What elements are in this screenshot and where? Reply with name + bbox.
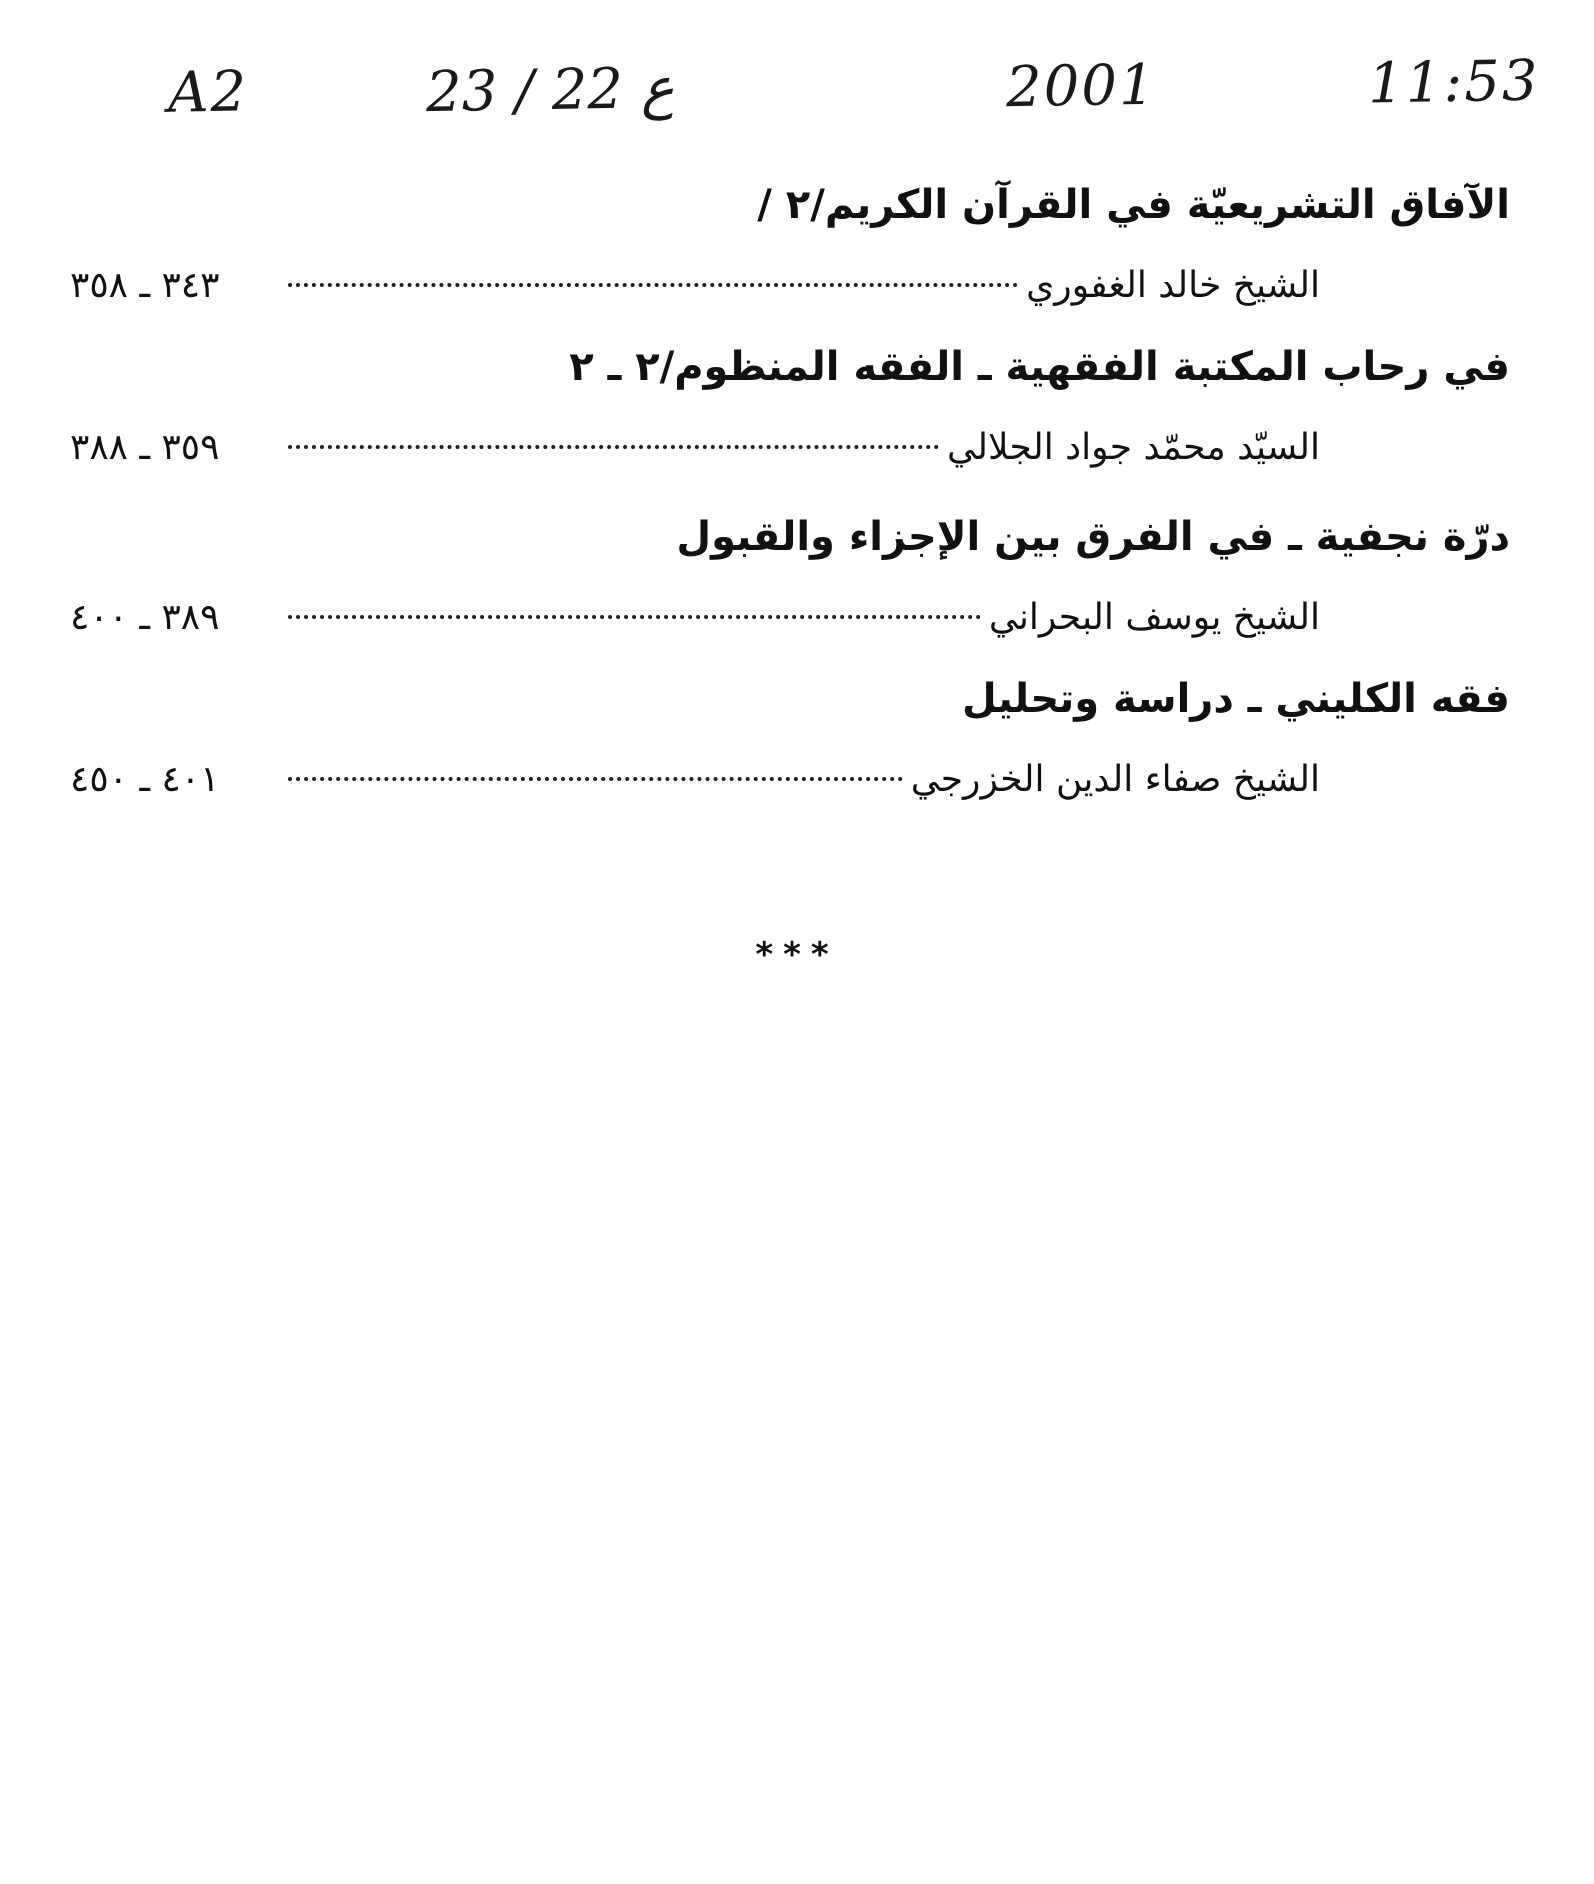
toc-entry [70,664,1510,826]
article-author: الشيخ خالد الغفوري [1026,265,1320,306]
page-range: ٣٤٣ ـ ٣٥٨ [70,265,220,306]
author-page-line [70,572,1510,664]
toc-entry [70,502,1510,664]
article-author: الشيخ صفاء الدين الخزرجي [910,759,1320,800]
article-title: الآفاق التشريعيّة في القرآن الكريم/٢ / [757,182,1510,228]
article-title: درّة نجفية ـ في الفرق بين الإجزاء والقبول [676,514,1510,560]
handwritten-note: 2001 [1005,52,1158,121]
author-page-line [70,734,1510,826]
handwritten-note: A2 [167,59,249,126]
dot-leader [288,777,903,781]
handwritten-note: 23 / 22 ع [425,55,675,126]
dot-leader [288,615,981,619]
article-title: فقه الكليني ـ دراسة وتحليل [962,676,1510,722]
dot-leader [288,283,1018,287]
section-separator: *** [755,935,839,975]
author-page-line [70,240,1510,332]
author-page-line [70,402,1510,494]
handwritten-annotations [0,48,1594,138]
dot-leader [288,445,939,449]
toc-entry [70,332,1510,502]
page-range: ٤٠١ ـ ٤٥٠ [70,759,220,800]
article-title: في رحاب المكتبة الفقهية ـ الفقه المنظوم/٢ ـ ٢ [569,344,1510,390]
handwritten-note: 11:53 [1367,48,1540,117]
page-range: ٣٨٩ ـ ٤٠٠ [70,597,220,638]
article-author: السيّد محمّد جواد الجلالي [947,427,1320,468]
page-range: ٣٥٩ ـ ٣٨٨ [70,427,220,468]
toc-entry [70,170,1510,332]
table-of-contents [70,170,1510,826]
article-author: الشيخ يوسف البحراني [988,597,1320,638]
